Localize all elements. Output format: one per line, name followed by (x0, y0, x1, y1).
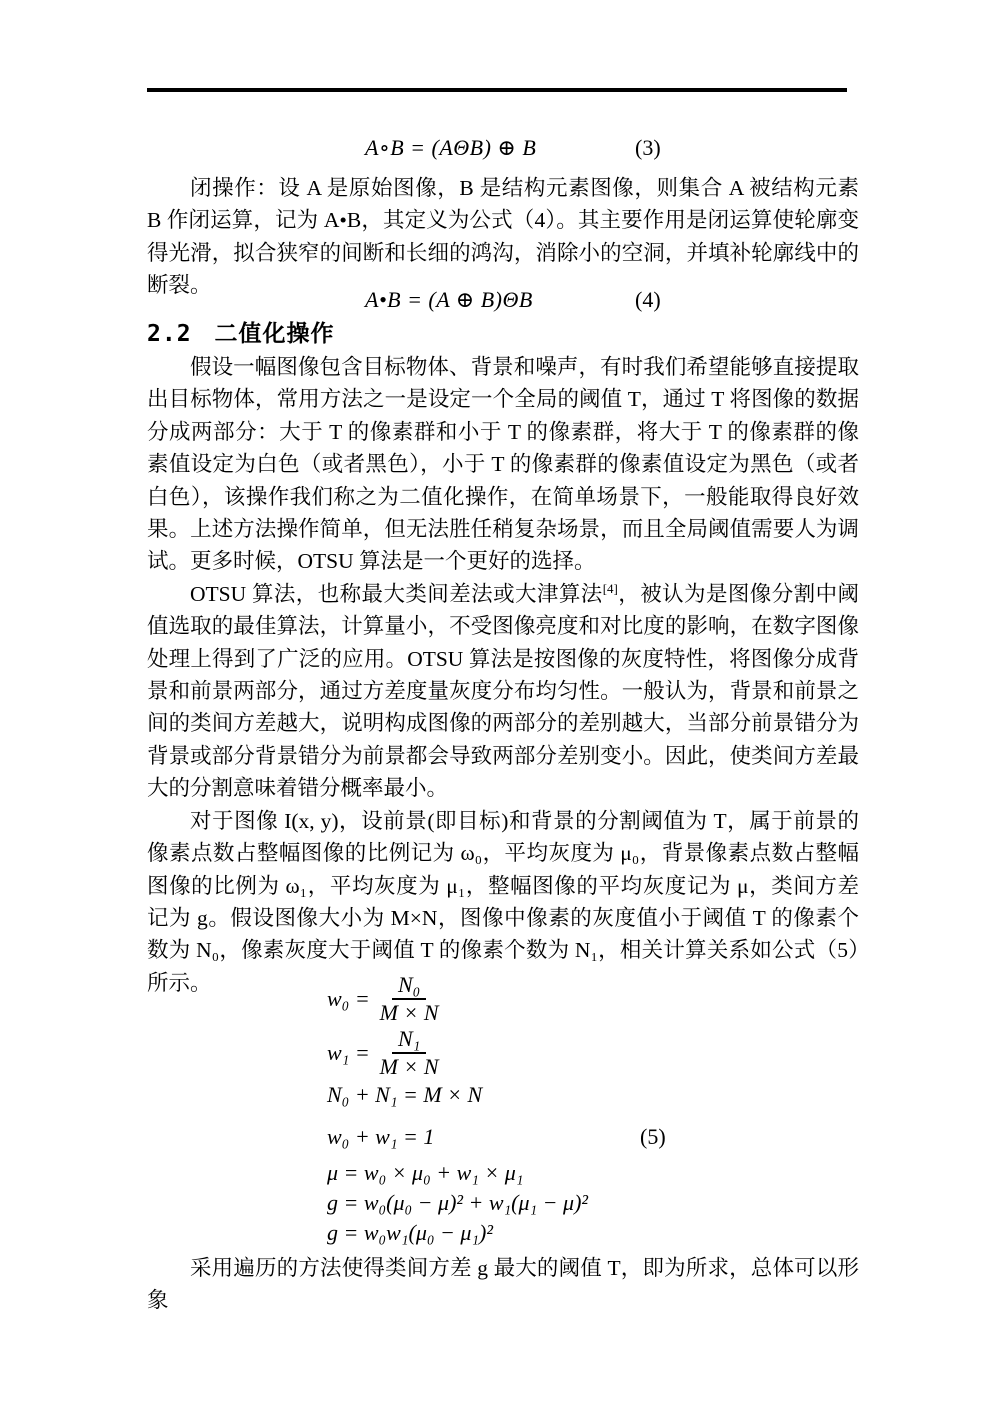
fraction-w1-numerator: N₁ (392, 1027, 426, 1054)
equation-4-number: (4) (635, 287, 661, 312)
paragraph-otsu (147, 578, 859, 805)
equation-group-5 (327, 972, 870, 1248)
paragraph-traverse: 采用遍历的方法使得类间方差 g 最大的阈值 T，即为所求，总体可以形象 (147, 1256, 859, 1313)
equation-w1-lhs: w₁ = (327, 1040, 370, 1065)
citation-reference-4: [4] (602, 580, 618, 596)
paragraph-close-operation: 闭操作：设 A 是原始图像，B 是结构元素图像，则集合 A 被结构元素 B 作闭运算，记为 A•B，其定义为公式（4）。其主要作用是闭运算使轮廓变得光滑，拟合狭窄的间断和长细的鸿沟，消除小的空洞，并填补轮廓线中的断裂。 (147, 176, 859, 298)
equation-w0 (327, 972, 870, 1026)
equation-3-body: A∘B = (AΘB) ⊕ B (365, 135, 537, 160)
paragraph-binarization: 假设一幅图像包含目标物体、背景和噪声，有时我们希望能够直接提取出目标物体，常用方法之一是设定一个全局的阈值 T，通过 T 将图像的数据分成两部分：大于 T 的像素群和小于 T 的像素群，将大于 T 的像素群的像素值设定为白色（或者黑色），小于 T 的像素群的像素值设定为黑色（或者白色），该操作我们称之为二值化操作，在简单场景下，一般能取得良好效果。上述方法操作简单，但无法胜任稍复杂场景，而且全局阈值需要人为调试。更多时候，OTSU 算法是一个更好的选择。 (147, 355, 859, 574)
fraction-w1-denominator: M × N (379, 1054, 439, 1079)
equation-3-number: (3) (635, 135, 661, 160)
otsu-text-after-citation: ，被认为是图像分割中阈值选取的最佳算法，计算量小，不受图像亮度和对比度的影响，在数字图像处理上得到了广泛的应用。OTSU 算法是按图像的灰度特性，将图像分成背景和前景两部分，通过方差度量灰度分布均匀性。一般认为，背景和前景之间的类间方差越大，说明构成图像的两部分的差别越大，当部分前景错分为背景或部分背景错分为前景都会导致两部分差别变小。因此，使类间方差最大的分割意味着错分概率最小。 (147, 581, 859, 801)
equation-w-sum-body: w₀ + w₁ = 1 (327, 1124, 435, 1149)
equation-w0-lhs: w₀ = (327, 986, 370, 1011)
fraction-w0 (378, 973, 441, 1025)
equation-4-body: A•B = (A ⊕ B)ΘB (365, 287, 533, 312)
equation-g-expanded: g = w₀(μ₀ − μ)² + w₁(μ₁ − μ)² (327, 1190, 588, 1215)
equation-g-compact: g = w₀w₁(μ₀ − μ₁)² (327, 1220, 493, 1245)
section-title: 二值化操作 (214, 321, 335, 347)
equation-5-number: (5) (640, 1124, 666, 1149)
equation-w1 (327, 1026, 870, 1080)
equation-w-sum (327, 1122, 870, 1152)
paragraph-image-definition: 对于图像 I(x, y)，设前景(即目标)和背景的分割阈值为 T，属于前景的像素点数占整幅图像的比例记为 ω₀，平均灰度为 μ₀，背景像素点数占整幅图像的比例为 ω₁，平均灰度为 μ₁，整幅图像的平均灰度记为 μ，类间方差记为 g。假设图像大小为 M×N，图像中像素的灰度值小于阈值 T 的像素个数为 N₀，像素灰度大于阈值 T 的像素个数为 N₁，相关计算关系如公式（5）所示。 (147, 808, 859, 995)
equation-mu: μ = w₀ × μ₀ + w₁ × μ₁ (327, 1160, 524, 1185)
equation-4 (147, 287, 870, 317)
fraction-w0-numerator: N₀ (392, 973, 426, 1000)
header-rule (147, 88, 847, 92)
fraction-w1 (378, 1027, 441, 1079)
equation-n-sum: N₀ + N₁ = M × N (327, 1082, 483, 1107)
body-text (147, 351, 859, 999)
fraction-w0-denominator: M × N (379, 1000, 439, 1025)
otsu-text-before-citation: OTSU 算法，也称最大类间差法或大津算法 (190, 581, 603, 606)
section-number: 2.2 (147, 321, 192, 347)
section-heading (147, 317, 857, 351)
equation-3 (147, 135, 870, 165)
